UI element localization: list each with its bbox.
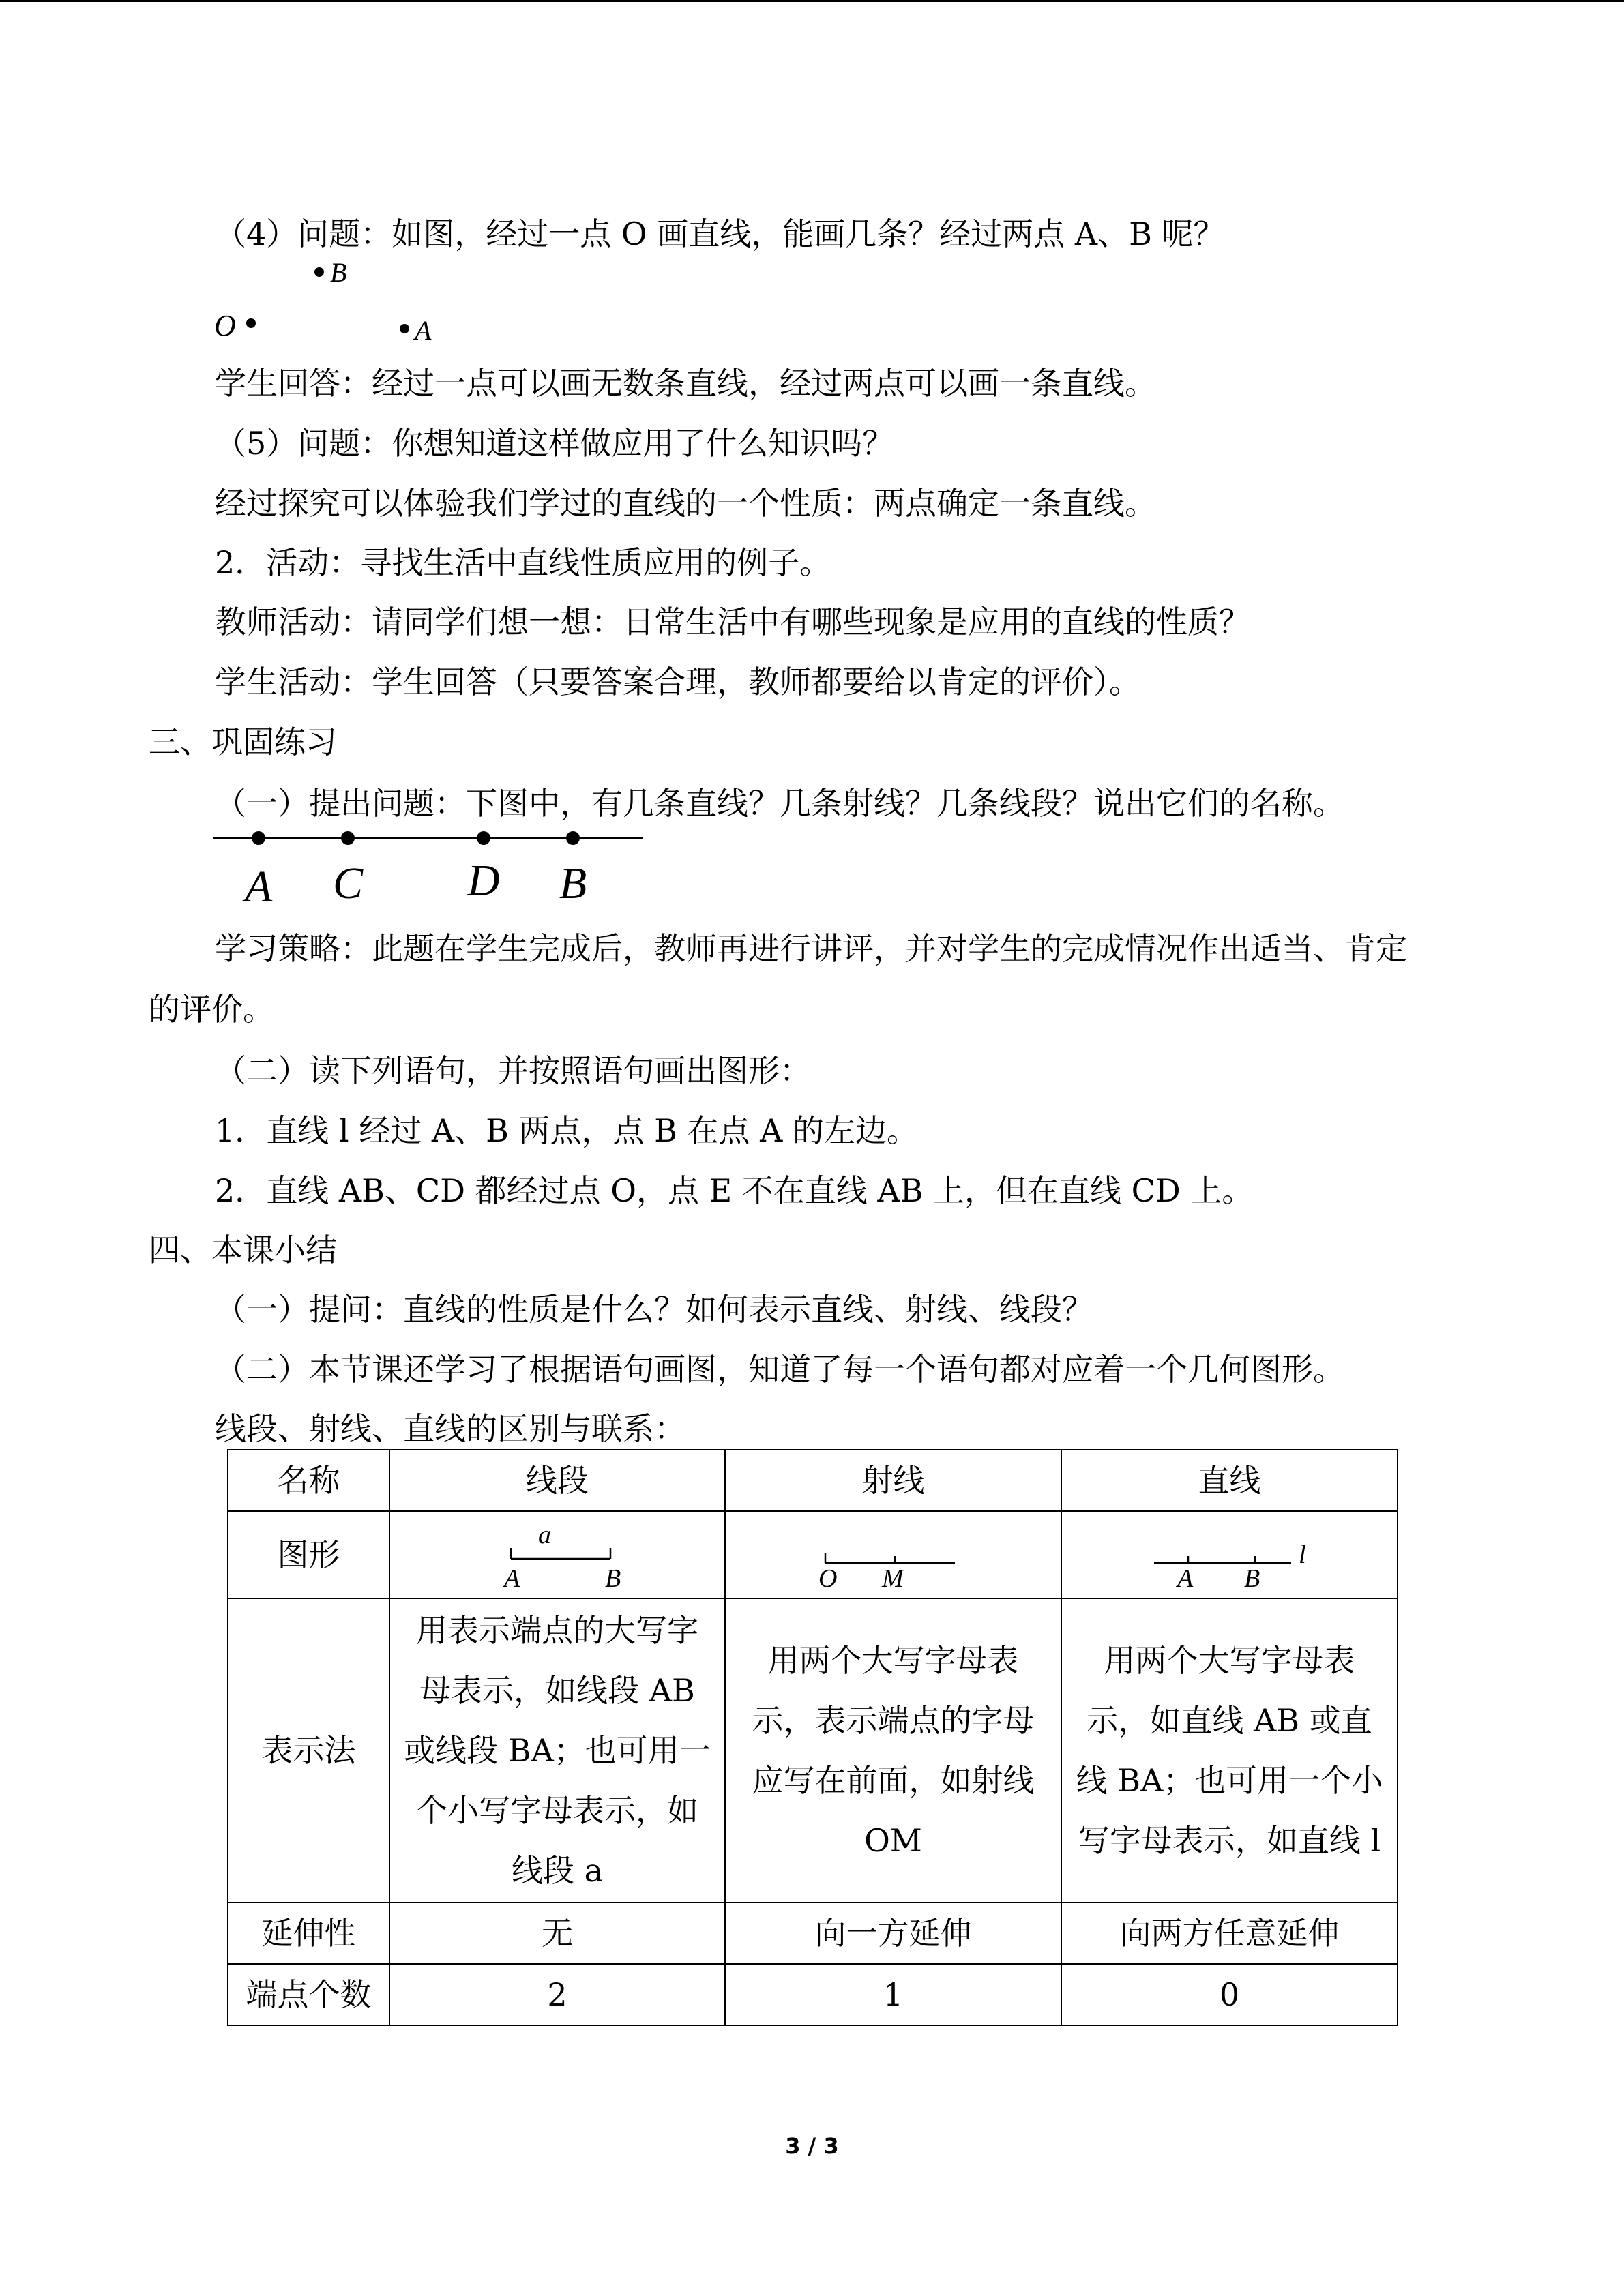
comparison-table — [227, 1449, 1398, 2026]
point-c — [341, 831, 355, 845]
student-activity: 学生活动：学生回答（只要答案合理，教师都要给以肯定的评价）。 — [215, 664, 1140, 700]
section-4-heading: 四、本课小结 — [149, 1232, 337, 1268]
point-a — [400, 324, 409, 333]
cell-line-notation: 用两个大写字母表示，如直线 AB 或直线 BA；也可用一个小写字母表示，如直线 l — [1061, 1598, 1398, 1903]
label-c: C — [332, 859, 364, 908]
activity-2: 2．活动：寻找生活中直线性质应用的例子。 — [215, 544, 831, 581]
cell-line-figure — [1061, 1511, 1398, 1598]
strategy-line-1: 学习策略：此题在学生完成后，教师再进行讲评，并对学生的完成情况作出适当、肯定 — [215, 930, 1407, 967]
cell-segment-figure — [389, 1511, 725, 1598]
table-header-row — [228, 1450, 1398, 1511]
page-number: 3 / 3 — [785, 2133, 839, 2159]
summary-2: （二）本节课还学习了根据语句画图，知道了每一个语句都对应着一个几何图形。 — [215, 1351, 1344, 1388]
label-a: A — [415, 315, 432, 346]
cell-ray-extension: 向一方延伸 — [725, 1903, 1061, 1964]
label-b: B — [330, 257, 347, 288]
teacher-activity: 教师活动：请同学们想一想：日常生活中有哪些现象是应用的直线的性质？ — [215, 603, 1250, 640]
label-b: B — [605, 1564, 621, 1589]
student-answer: 学生回答：经过一点可以画无数条直线，经过两点可以画一条直线。 — [215, 365, 1156, 402]
practice-item-1: 1．直线 l 经过 A、B 两点，点 B 在点 A 的左边。 — [215, 1112, 919, 1149]
label-a-lower: a — [538, 1521, 551, 1549]
summary-1: （一）提问：直线的性质是什么？如何表示直线、射线、线段？ — [215, 1291, 1093, 1328]
page-top-border — [0, 0, 1624, 2]
practice-question-2: （二）读下列语句，并按照语句画出图形： — [215, 1052, 811, 1089]
cell-ray-notation: 用两个大写字母表示，表示端点的字母应写在前面，如射线 OM — [725, 1598, 1061, 1903]
summary-3: 线段、射线、直线的区别与联系： — [215, 1410, 685, 1447]
strategy-line-2: 的评价。 — [149, 991, 274, 1028]
header-ray: 射线 — [725, 1450, 1061, 1511]
point-d — [477, 831, 490, 845]
cell-ray-endpoints: 1 — [725, 1964, 1061, 2025]
cell-segment-endpoints: 2 — [389, 1964, 725, 2025]
cell-segment-extension: 无 — [389, 1903, 725, 1964]
label-b: B — [559, 859, 587, 908]
table-row-extension — [228, 1903, 1398, 1964]
cell-line-endpoints: 0 — [1061, 1964, 1398, 2025]
cell-segment-notation: 用表示端点的大写字母表示，如线段 AB 或线段 BA；也可用一个小写字母表示，如线段 a — [389, 1598, 725, 1903]
cell-line-extension: 向两方任意延伸 — [1061, 1903, 1398, 1964]
label-a: A — [504, 1564, 520, 1589]
question-5: （5）问题：你想知道这样做应用了什么知识吗？ — [215, 425, 894, 462]
explore-text: 经过探究可以体验我们学过的直线的一个性质：两点确定一条直线。 — [215, 485, 1156, 522]
table-row-notation — [228, 1598, 1398, 1903]
point-o — [246, 318, 256, 328]
question-4: （4）问题：如图，经过一点 O 画直线，能画几条？经过两点 A、B 呢？ — [215, 215, 1225, 252]
practice-item-2: 2．直线 AB、CD 都经过点 O，点 E 不在直线 AB 上，但在直线 CD 上。 — [215, 1172, 1254, 1209]
row-label-notation: 表示法 — [228, 1598, 389, 1903]
row-label-endpoints: 端点个数 — [228, 1964, 389, 2025]
point-b — [566, 831, 580, 845]
ray-diagram — [818, 1521, 969, 1589]
table-row-endpoints — [228, 1964, 1398, 2025]
practice-question-1: （一）提出问题：下图中，有几条直线？几条射线？几条线段？说出它们的名称。 — [215, 785, 1344, 822]
cell-ray-figure — [725, 1511, 1061, 1598]
segment-diagram — [489, 1521, 625, 1589]
point-b — [314, 267, 324, 277]
label-d: D — [467, 856, 500, 906]
row-label-figure: 图形 — [228, 1511, 389, 1598]
label-a: A — [1177, 1564, 1193, 1589]
table-row-figure — [228, 1511, 1398, 1598]
point-a — [252, 831, 265, 845]
header-name: 名称 — [228, 1450, 389, 1511]
line-diagram — [1151, 1521, 1308, 1589]
figure-points-o-a-b — [205, 252, 437, 348]
label-o: O — [214, 309, 236, 342]
label-l: l — [1298, 1540, 1306, 1569]
figure-line-acdb — [208, 822, 658, 910]
section-3-heading: 三、巩固练习 — [149, 724, 337, 760]
label-o: O — [818, 1564, 837, 1589]
label-m: M — [881, 1564, 904, 1589]
header-line: 直线 — [1061, 1450, 1398, 1511]
label-b: B — [1243, 1564, 1260, 1589]
header-segment: 线段 — [389, 1450, 725, 1511]
label-a: A — [244, 862, 273, 910]
row-label-extension: 延伸性 — [228, 1903, 389, 1964]
